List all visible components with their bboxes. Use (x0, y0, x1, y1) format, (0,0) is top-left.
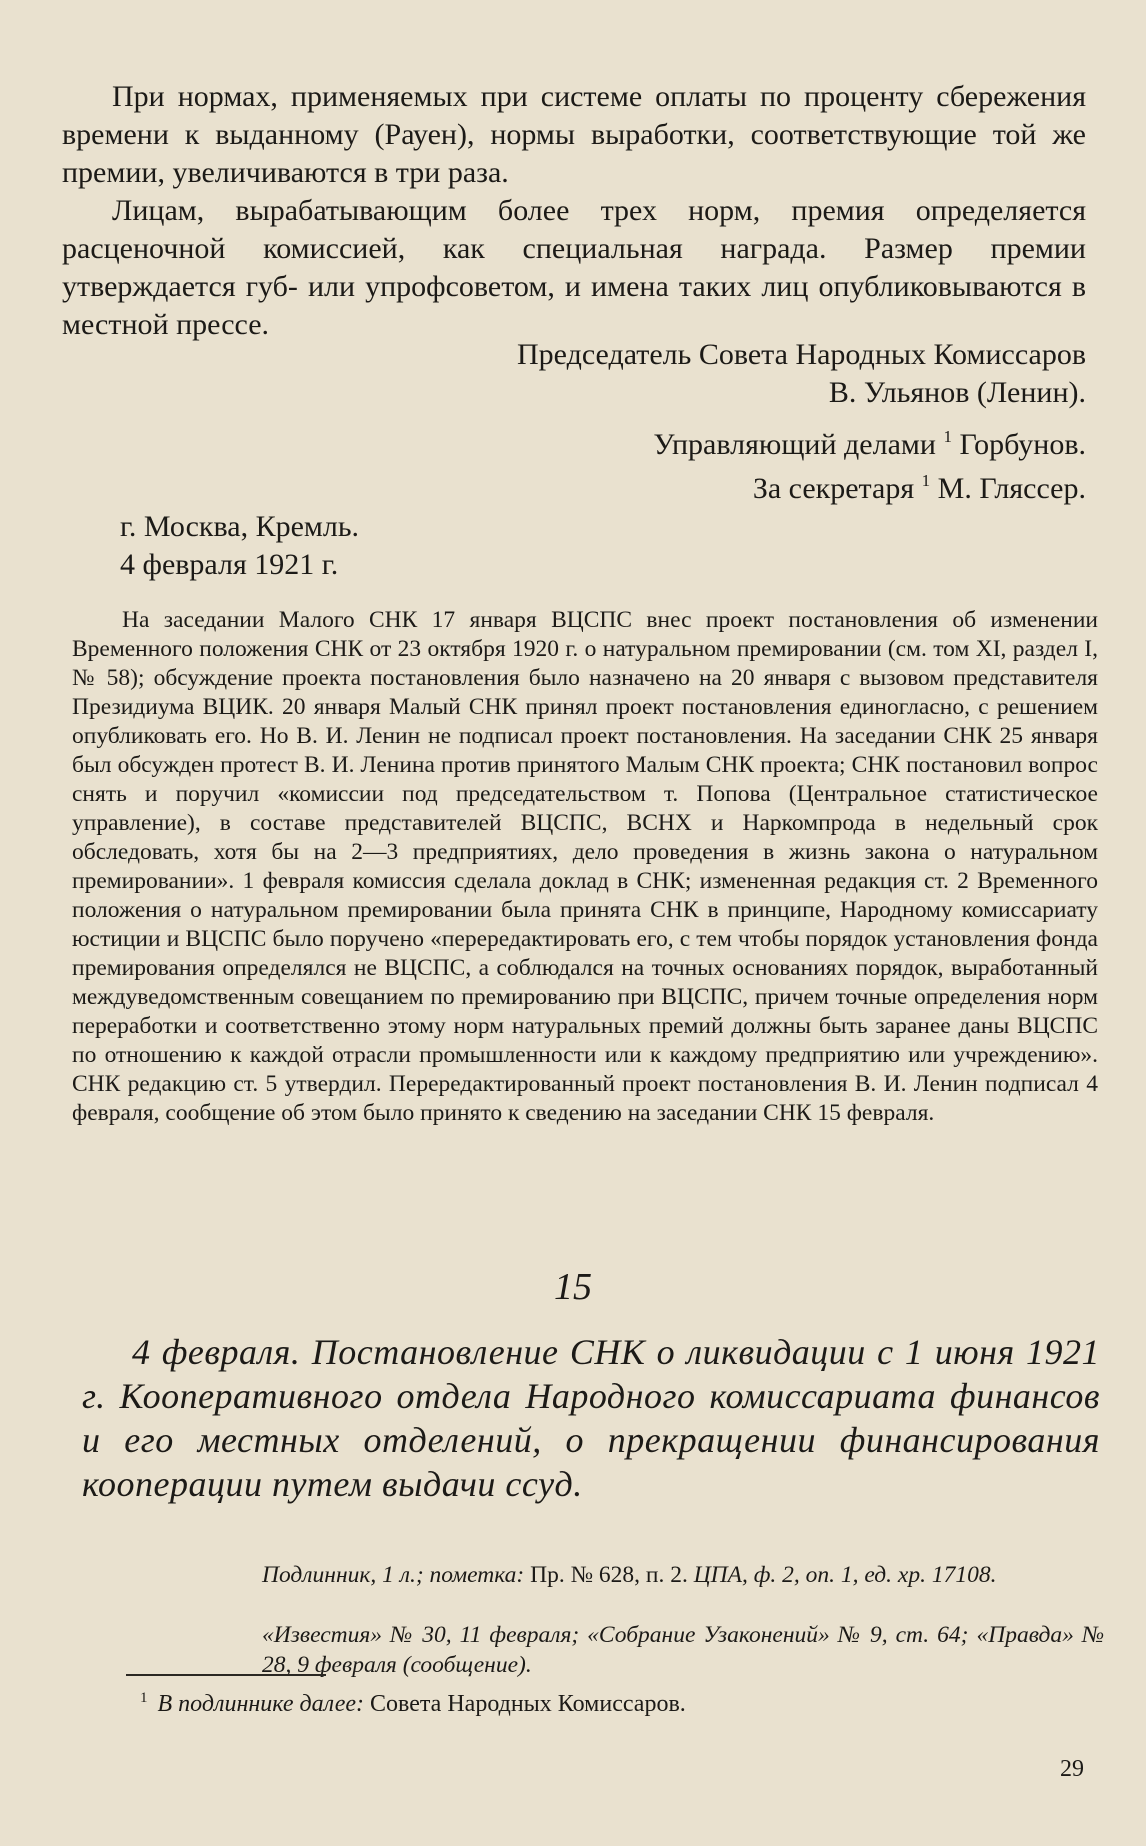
secretary-title: За секретаря (752, 472, 915, 505)
source-publications: «Известия» № 30, 11 февраля; «Собрание Узаконений» № 9, ст. 64; «Правда» № 28, 9 февраля (сообщение). (262, 1622, 1104, 1678)
page-number: 29 (1060, 1756, 1084, 1782)
body-paragraph-1: При нормах, применяемых при системе оплаты по проценту сбережения времени к выданному (Рауен), нормы выработки, соответствующие той же премии, увеличиваются в три раза. (62, 80, 1086, 189)
editorial-note: На заседании Малого СНК 17 января ВЦСПС внес проект постановления об изменении Временного положения СНК от 23 октября 1920 г. о натуральном премировании (см. том XI, раздел I, № 58); обсуждение проекта постановления было назначено на 20 января с вызовом представителя Президиума ВЦИК. 20 января Малый СНК принял проект постановления единогласно, с решением опубликовать его. Но В. И. Ленин не подписал проект постановления. На заседании СНК 25 января был обсужден протест В. И. Ленина против принятого Малым СНК проекта; СНК постановил вопрос снять и поручил «комиссии под председательством т. Попова (Центральное статистическое управление), в составе представителей ВЦСПС, ВСНХ и Наркомпрода в недельный срок обследовать, хотя бы на 2—3 предприятиях, дело проведения в жизнь закона о натуральном премировании». 1 февраля комиссия сделала доклад в СНК; измененная редакция ст. 2 Временного положения о натуральном премировании была принята СНК в принципе, Народному комиссариату юстиции и ВЦСПС было поручено «перередактировать его, с тем чтобы порядок установления фонда премирования определялся не ВЦСПС, а соблюдался на точных основаниях порядок, выработанный междуведомственным совещанием по премированию при ВЦСПС, причем точные определения норм переработки и соответственно этому норм натуральных премий должны быть заранее даны ВЦСПС по отношению к каждой отрасли промышленности или к каждому предприятию или учреждению». СНК редакцию ст. 5 утвердил. Перередактированный проект постановления В. И. Ленин подписал 4 февраля, сообщение об этом было принято к сведению на заседании СНК 15 февраля. (72, 607, 1098, 1126)
document-title: 4 февраля. Постановление СНК о ликвидации с 1 июня 1921 г. Кооперативного отдела Народного комиссариата финансов и его местных отделений, о прекращении финансирования кооперации путем выдачи ссуд. (82, 1332, 1100, 1504)
secretary-signature (753, 462, 1086, 508)
manager-signature (653, 418, 1086, 464)
footnote-divider (126, 1674, 326, 1676)
footnote (140, 1683, 686, 1719)
date: 4 февраля 1921 г. (120, 548, 339, 581)
chairman-title: Председатель Совета Народных Комиссаров (517, 338, 1086, 371)
footnote-label: В подлиннике далее: (157, 1691, 365, 1717)
place: г. Москва, Кремль. (120, 510, 360, 543)
source-label: Подлинник, 1 л.; пометка: (262, 1562, 525, 1588)
footnote-mark: 1 (921, 471, 931, 490)
footnote-number: 1 (140, 1690, 148, 1706)
source-archive-ref: ЦПА, ф. 2, оп. 1, ед. хр. 17108. (693, 1562, 997, 1588)
source-archive (262, 1560, 1104, 1590)
footnote-mark: 1 (943, 427, 952, 446)
manager-name: Горбунов. (959, 428, 1086, 461)
secretary-name: М. Гляссер. (937, 472, 1086, 505)
chairman-name: В. Ульянов (Ленин). (828, 376, 1086, 409)
document-number: 15 (554, 1266, 592, 1308)
manager-title: Управляющий делами (653, 428, 936, 461)
body-paragraph-2: Лицам, вырабатывающим более трех норм, премия определяется расценочной комиссией, как специальная награда. Размер премии утверждается губ- или упрофсоветом, и имена таких лиц опубликовываются в местной прессе. (62, 194, 1086, 341)
source-mark: Пр. № 628, п. 2. (524, 1562, 694, 1588)
footnote-text: Совета Народных Комиссаров. (364, 1691, 686, 1717)
